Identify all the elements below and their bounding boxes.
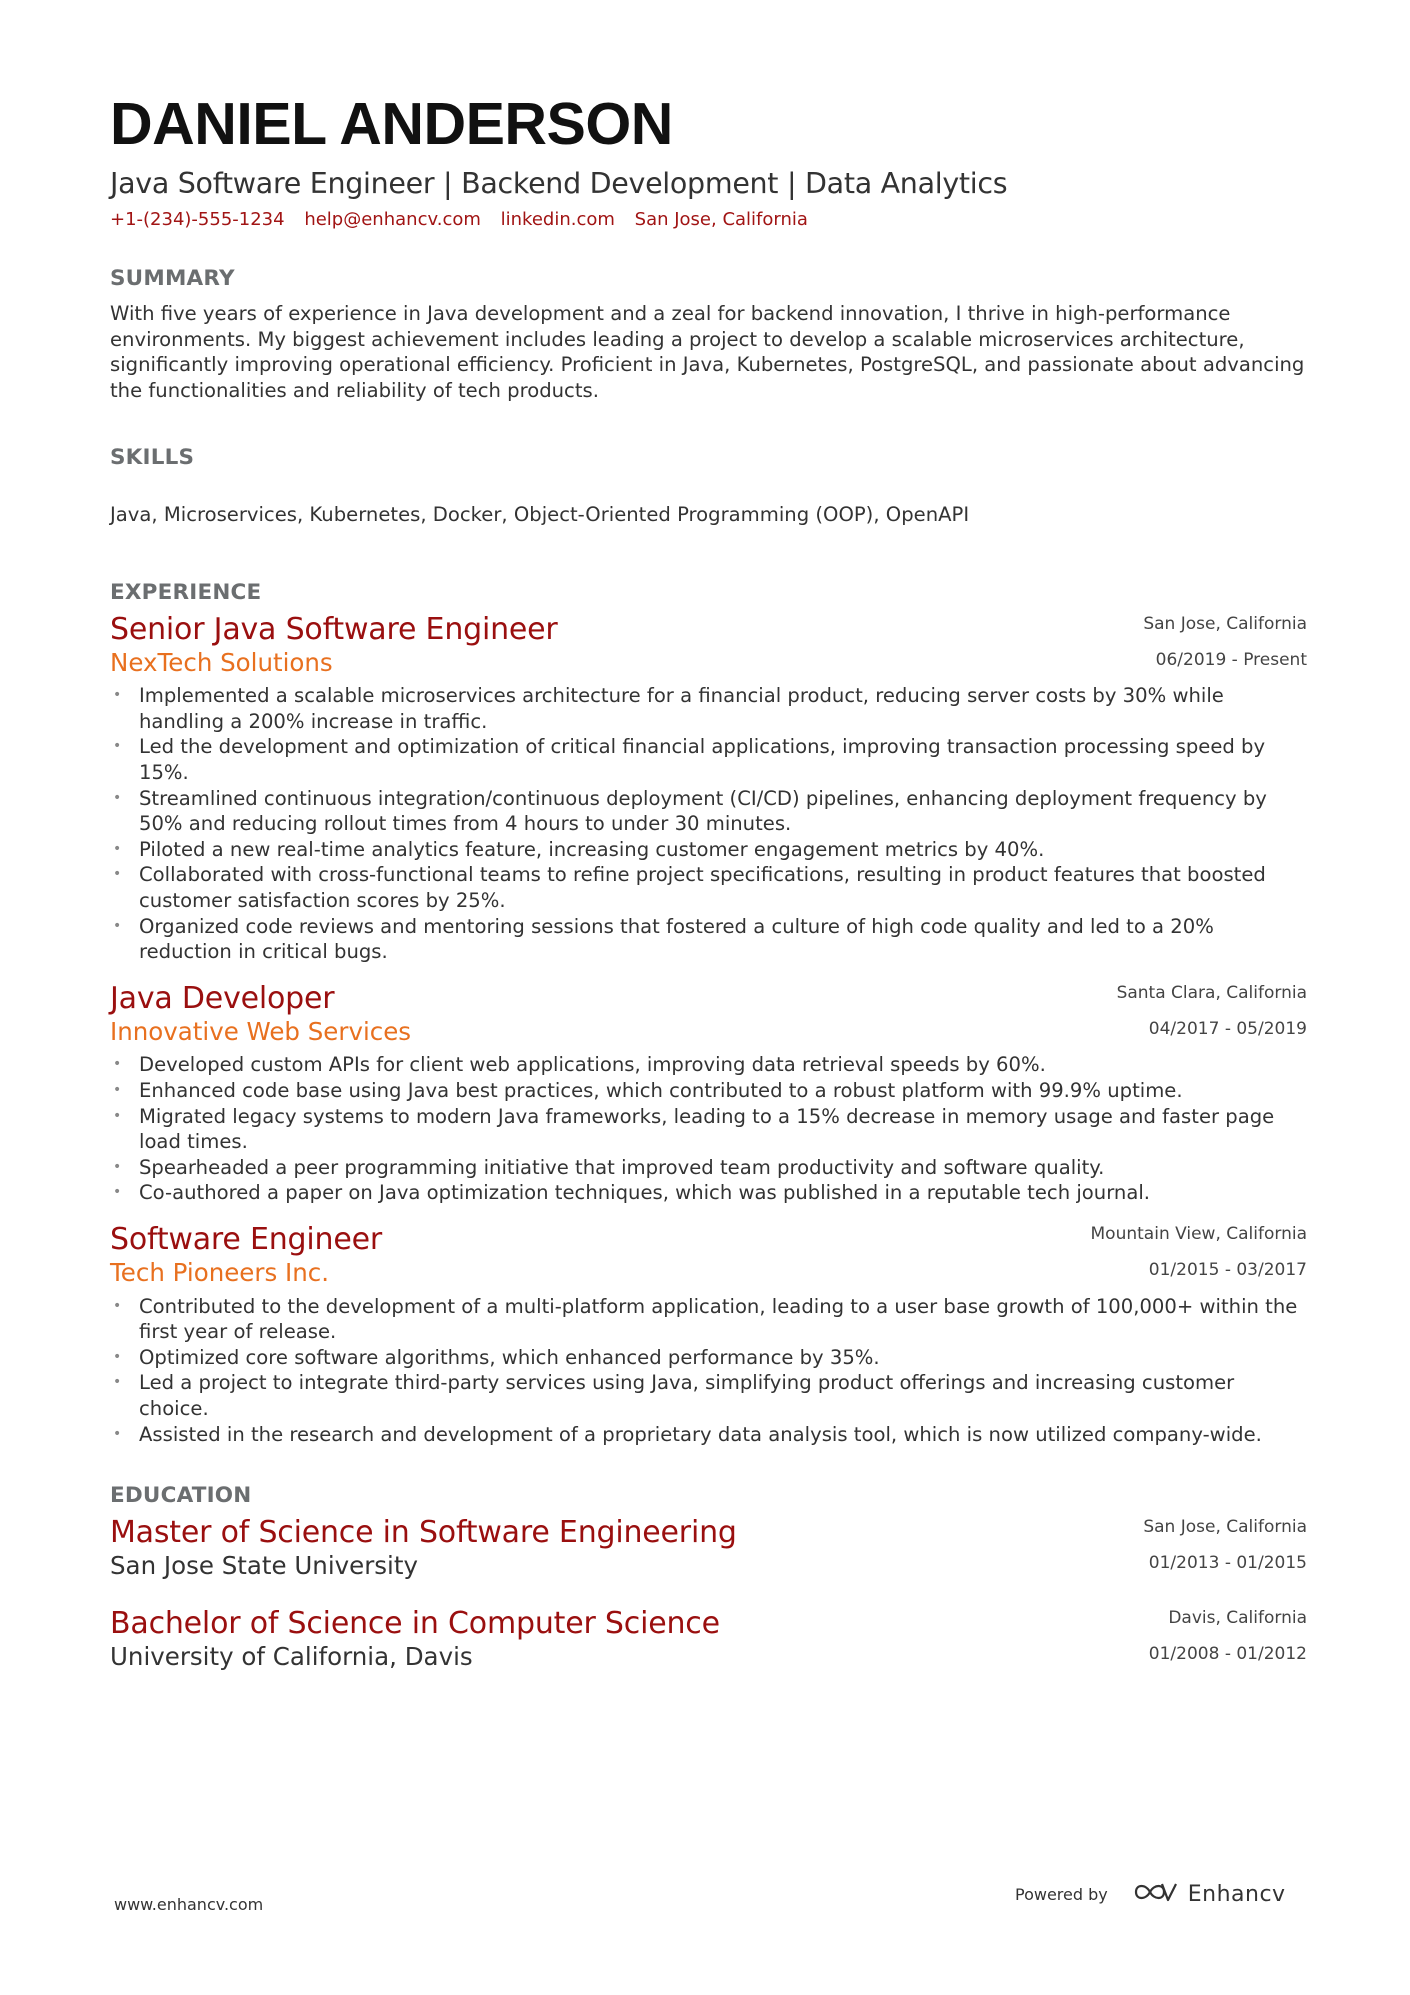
candidate-name: DANIEL ANDERSON xyxy=(110,91,673,157)
job-bullets xyxy=(110,1294,1307,1448)
education-dates: 01/2008 - 01/2012 xyxy=(1148,1643,1307,1664)
bullet-item: • Organized code reviews and mentoring sessions that fostered a culture of high code quality and led to a 20% reduction in critical bugs. xyxy=(110,914,1307,965)
enhancv-logo-icon xyxy=(1132,1880,1178,1908)
job-title: Senior Java Software Engineer xyxy=(110,611,558,647)
bullet-item: • Implemented a scalable microservices architecture for a financial product, reducing server costs by 30% while handling a 200% increase in traffic. xyxy=(110,683,1307,734)
job-entry xyxy=(110,981,1307,1206)
school-name: University of California, Davis xyxy=(110,1641,473,1671)
school-name: San Jose State University xyxy=(110,1551,418,1581)
bullet-item: • Led a project to integrate third-party services using Java, simplifying product offerings and increasing customer choice. xyxy=(110,1370,1307,1421)
job-title: Java Developer xyxy=(110,980,335,1016)
skills-section xyxy=(110,445,1307,526)
degree-title: Bachelor of Science in Computer Science xyxy=(110,1605,720,1641)
brand-name[interactable]: Enhancv xyxy=(1187,1881,1286,1907)
job-location: San Jose, California xyxy=(1143,613,1307,634)
job-location: Santa Clara, California xyxy=(1116,982,1307,1003)
job-dates: 06/2019 - Present xyxy=(1155,649,1307,670)
bullet-item: • Co-authored a paper on Java optimization techniques, which was published in a reputable tech journal. xyxy=(110,1180,1307,1206)
education-section xyxy=(110,1483,1307,1672)
job-company: Tech Pioneers Inc. xyxy=(110,1257,330,1287)
bullet-item: • Led the development and optimization of critical financial applications, improving transaction processing speed by 15%. xyxy=(110,734,1307,785)
bullet-item: • Contributed to the development of a multi-platform application, leading to a user base growth of 100,000+ within the first year of release. xyxy=(110,1294,1307,1345)
job-bullets xyxy=(110,1052,1307,1206)
experience-section xyxy=(110,580,1307,1448)
education-heading: EDUCATION xyxy=(110,1483,252,1509)
bullet-item: • Assisted in the research and development of a proprietary data analysis tool, which is now utilized company-wide. xyxy=(110,1422,1307,1448)
email-link[interactable]: help@enhancv.com xyxy=(304,209,481,231)
job-location: Mountain View, California xyxy=(1090,1223,1307,1244)
bullet-item: • Piloted a new real-time analytics feature, increasing customer engagement metrics by 40%. xyxy=(110,837,1307,863)
education-dates: 01/2013 - 01/2015 xyxy=(1148,1553,1307,1574)
skills-text: Java, Microservices, Kubernetes, Docker, Object-Oriented Programming (OOP), OpenAPI xyxy=(110,502,970,526)
job-company: Innovative Web Services xyxy=(110,1016,412,1046)
job-company: NexTech Solutions xyxy=(110,647,333,677)
location-text: San Jose, California xyxy=(634,209,808,231)
summary-section xyxy=(110,266,1307,403)
job-entry xyxy=(110,612,1307,965)
job-title: Software Engineer xyxy=(110,1221,382,1257)
phone-link[interactable]: +1-(234)-555-1234 xyxy=(110,209,285,231)
bullet-item: • Collaborated with cross-functional teams to refine project specifications, resulting in product features that boosted customer satisfaction scores by 25%. xyxy=(110,862,1307,913)
candidate-title: Java Software Engineer | Backend Development | Data Analytics xyxy=(110,167,1008,200)
education-entry xyxy=(110,1515,1307,1582)
degree-title: Master of Science in Software Engineering xyxy=(110,1515,737,1551)
bullet-item: • Migrated legacy systems to modern Java frameworks, leading to a 15% decrease in memory usage and faster page load times. xyxy=(110,1104,1307,1155)
job-dates: 01/2015 - 03/2017 xyxy=(1148,1259,1307,1280)
skills-heading: SKILLS xyxy=(110,444,195,470)
summary-text: With five years of experience in Java development and a zeal for backend innovation, I thrive in high-performance environments. My biggest achievement includes leading a project to develop a scalable microservices architecture, significantly improving operational efficiency. Proficient in Java, Kubernetes, PostgreSQL, and passionate about advancing the functionalities and reliability of tech products. xyxy=(110,302,1305,402)
linkedin-link[interactable]: linkedin.com xyxy=(500,209,615,231)
powered-by-text: Powered by xyxy=(1015,1884,1108,1904)
bullet-item: • Streamlined continuous integration/continuous deployment (CI/CD) pipelines, enhancing deployment frequency by 50% and reducing rollout times from 4 hours to under 30 minutes. xyxy=(110,786,1307,837)
job-bullets xyxy=(110,683,1307,965)
resume-page xyxy=(110,91,1307,1672)
experience-heading: EXPERIENCE xyxy=(110,579,262,605)
bullet-item: • Optimized core software algorithms, which enhanced performance by 35%. xyxy=(110,1345,1307,1371)
contact-line xyxy=(110,209,1307,230)
footer-branding xyxy=(1015,1880,1286,1908)
education-location: Davis, California xyxy=(1168,1607,1307,1628)
bullet-item: • Enhanced code base using Java best practices, which contributed to a robust platform with 99.9% uptime. xyxy=(110,1078,1307,1104)
education-location: San Jose, California xyxy=(1143,1517,1307,1538)
education-entry xyxy=(110,1606,1307,1673)
job-entry xyxy=(110,1222,1307,1447)
summary-heading: SUMMARY xyxy=(110,266,235,292)
bullet-item: • Spearheaded a peer programming initiative that improved team productivity and software quality. xyxy=(110,1155,1307,1181)
bullet-item: • Developed custom APIs for client web applications, improving data retrieval speeds by 60%. xyxy=(110,1052,1307,1078)
footer-website-link[interactable]: www.enhancv.com xyxy=(114,1895,264,1914)
job-dates: 04/2017 - 05/2019 xyxy=(1148,1018,1307,1039)
